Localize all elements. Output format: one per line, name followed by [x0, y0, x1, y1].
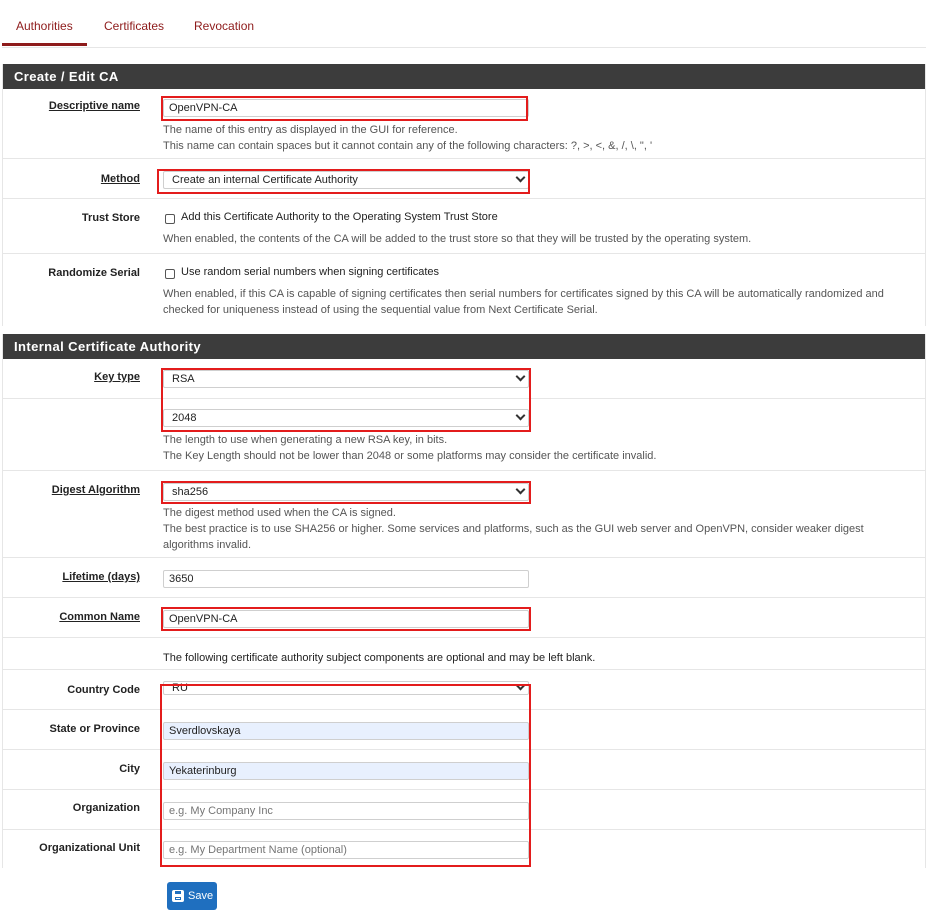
lifetime-row — [3, 558, 925, 598]
digest-algorithm-select[interactable] — [163, 483, 529, 501]
key-length-select[interactable] — [163, 409, 529, 427]
tab-bar — [2, 0, 926, 48]
help-line: When enabled, the contents of the CA will be added to the trust store so that they will be trusted by the operating system. — [163, 233, 752, 245]
digest-selected-value: sha256 — [172, 486, 209, 498]
chevron-down-icon — [516, 372, 526, 382]
key-type-select[interactable] — [163, 370, 529, 388]
key-type-selected-value: RSA — [172, 373, 195, 385]
lifetime-label: Lifetime (days) — [62, 571, 140, 583]
tab-certificates[interactable]: Certificates — [104, 19, 165, 33]
common-name-input[interactable] — [163, 610, 529, 628]
descriptive-name-input[interactable] — [163, 99, 529, 117]
help-line: The length to use when generating a new RSA key, in bits. — [163, 434, 448, 446]
common-name-row — [3, 598, 925, 638]
help-line: When enabled, if this CA is capable of signing certificates then serial numbers for certificates signed by this CA will be automatically randomized and — [163, 288, 884, 300]
randomize-serial-label: Randomize Serial — [48, 267, 140, 279]
key-type-label: Key type — [94, 371, 140, 383]
tab-revocation[interactable]: Revocation — [194, 19, 255, 33]
floppy-disk-icon — [172, 890, 184, 902]
method-label: Method — [100, 173, 140, 185]
chevron-down-icon — [516, 485, 526, 495]
method-select[interactable] — [163, 171, 529, 189]
help-line: The Key Length should not be lower than 2048 or some platforms may consider the certificate invalid. — [163, 450, 657, 462]
help-line: The digest method used when the CA is signed. — [163, 507, 396, 519]
org-unit-row — [3, 830, 925, 868]
org-unit-input[interactable] — [163, 841, 529, 859]
help-line: This name can contain spaces but it cannot contain any of the following characters: ?, >, <, &, /, \, ", ' — [163, 140, 653, 152]
chevron-down-icon — [516, 173, 526, 183]
create-edit-ca-panel — [2, 64, 926, 326]
help-line: algorithms invalid. — [163, 539, 252, 551]
state-row — [3, 710, 925, 750]
country-code-row — [3, 670, 925, 710]
method-row — [3, 159, 925, 199]
tab-authorities[interactable]: Authorities — [16, 19, 73, 33]
help-line: The name of this entry as displayed in the GUI for reference. — [163, 124, 458, 136]
country-code-select[interactable] — [163, 681, 529, 695]
randomize-serial-checkbox-label[interactable]: Use random serial numbers when signing certificates — [181, 266, 440, 278]
key-length-help — [163, 432, 656, 464]
internal-ca-panel — [2, 334, 926, 868]
digest-algorithm-label: Digest Algorithm — [51, 484, 140, 496]
active-tab-indicator — [2, 43, 87, 46]
lifetime-input[interactable] — [163, 570, 529, 588]
chevron-down-icon — [516, 411, 526, 421]
help-line: The best practice is to use SHA256 or higher. Some services and platforms, such as the GUI web server and OpenVPN, consider weaker digest — [163, 523, 864, 535]
state-label: State or Province — [49, 723, 140, 735]
optional-components-note: The following certificate authority subject components are optional and may be left blank. — [163, 652, 596, 664]
trust-store-label: Trust Store — [81, 212, 140, 224]
country-selected-value: RU — [172, 682, 188, 694]
country-code-label: Country Code — [67, 684, 140, 696]
org-unit-label: Organizational Unit — [39, 842, 140, 854]
trust-store-checkbox[interactable] — [165, 214, 175, 224]
method-selected-value: Create an internal Certificate Authority — [172, 174, 358, 186]
organization-row — [3, 790, 925, 830]
help-line: checked for uniqueness instead of using the sequential value from Next Certificate Serial. — [163, 304, 598, 316]
key-length-selected-value: 2048 — [172, 412, 197, 424]
key-length-row — [3, 399, 925, 471]
state-input[interactable] — [163, 722, 529, 740]
randomize-serial-checkbox[interactable] — [165, 269, 175, 279]
trust-store-checkbox-label[interactable]: Add this Certificate Authority to the Operating System Trust Store — [181, 211, 498, 223]
randomize-serial-row — [3, 254, 925, 326]
descriptive-name-label: Descriptive name — [48, 100, 140, 112]
key-type-row — [3, 359, 925, 399]
organization-input[interactable] — [163, 802, 529, 820]
trust-store-help — [163, 231, 751, 247]
trust-store-row — [3, 199, 925, 254]
city-input[interactable] — [163, 762, 529, 780]
panel-title: Internal Certificate Authority — [3, 334, 925, 359]
save-button-label: Save — [188, 890, 214, 902]
organization-label: Organization — [72, 802, 140, 814]
digest-algorithm-help — [163, 505, 864, 553]
city-label: City — [119, 763, 140, 775]
panel-title: Create / Edit CA — [3, 64, 925, 89]
descriptive-name-help — [163, 122, 652, 154]
common-name-label: Common Name — [59, 611, 140, 623]
optional-note-row — [3, 638, 925, 670]
city-row — [3, 750, 925, 790]
digest-algorithm-row — [3, 471, 925, 558]
randomize-serial-help — [163, 286, 884, 318]
save-button[interactable] — [167, 882, 217, 910]
chevron-down-icon — [516, 681, 526, 691]
descriptive-name-row — [3, 89, 925, 159]
